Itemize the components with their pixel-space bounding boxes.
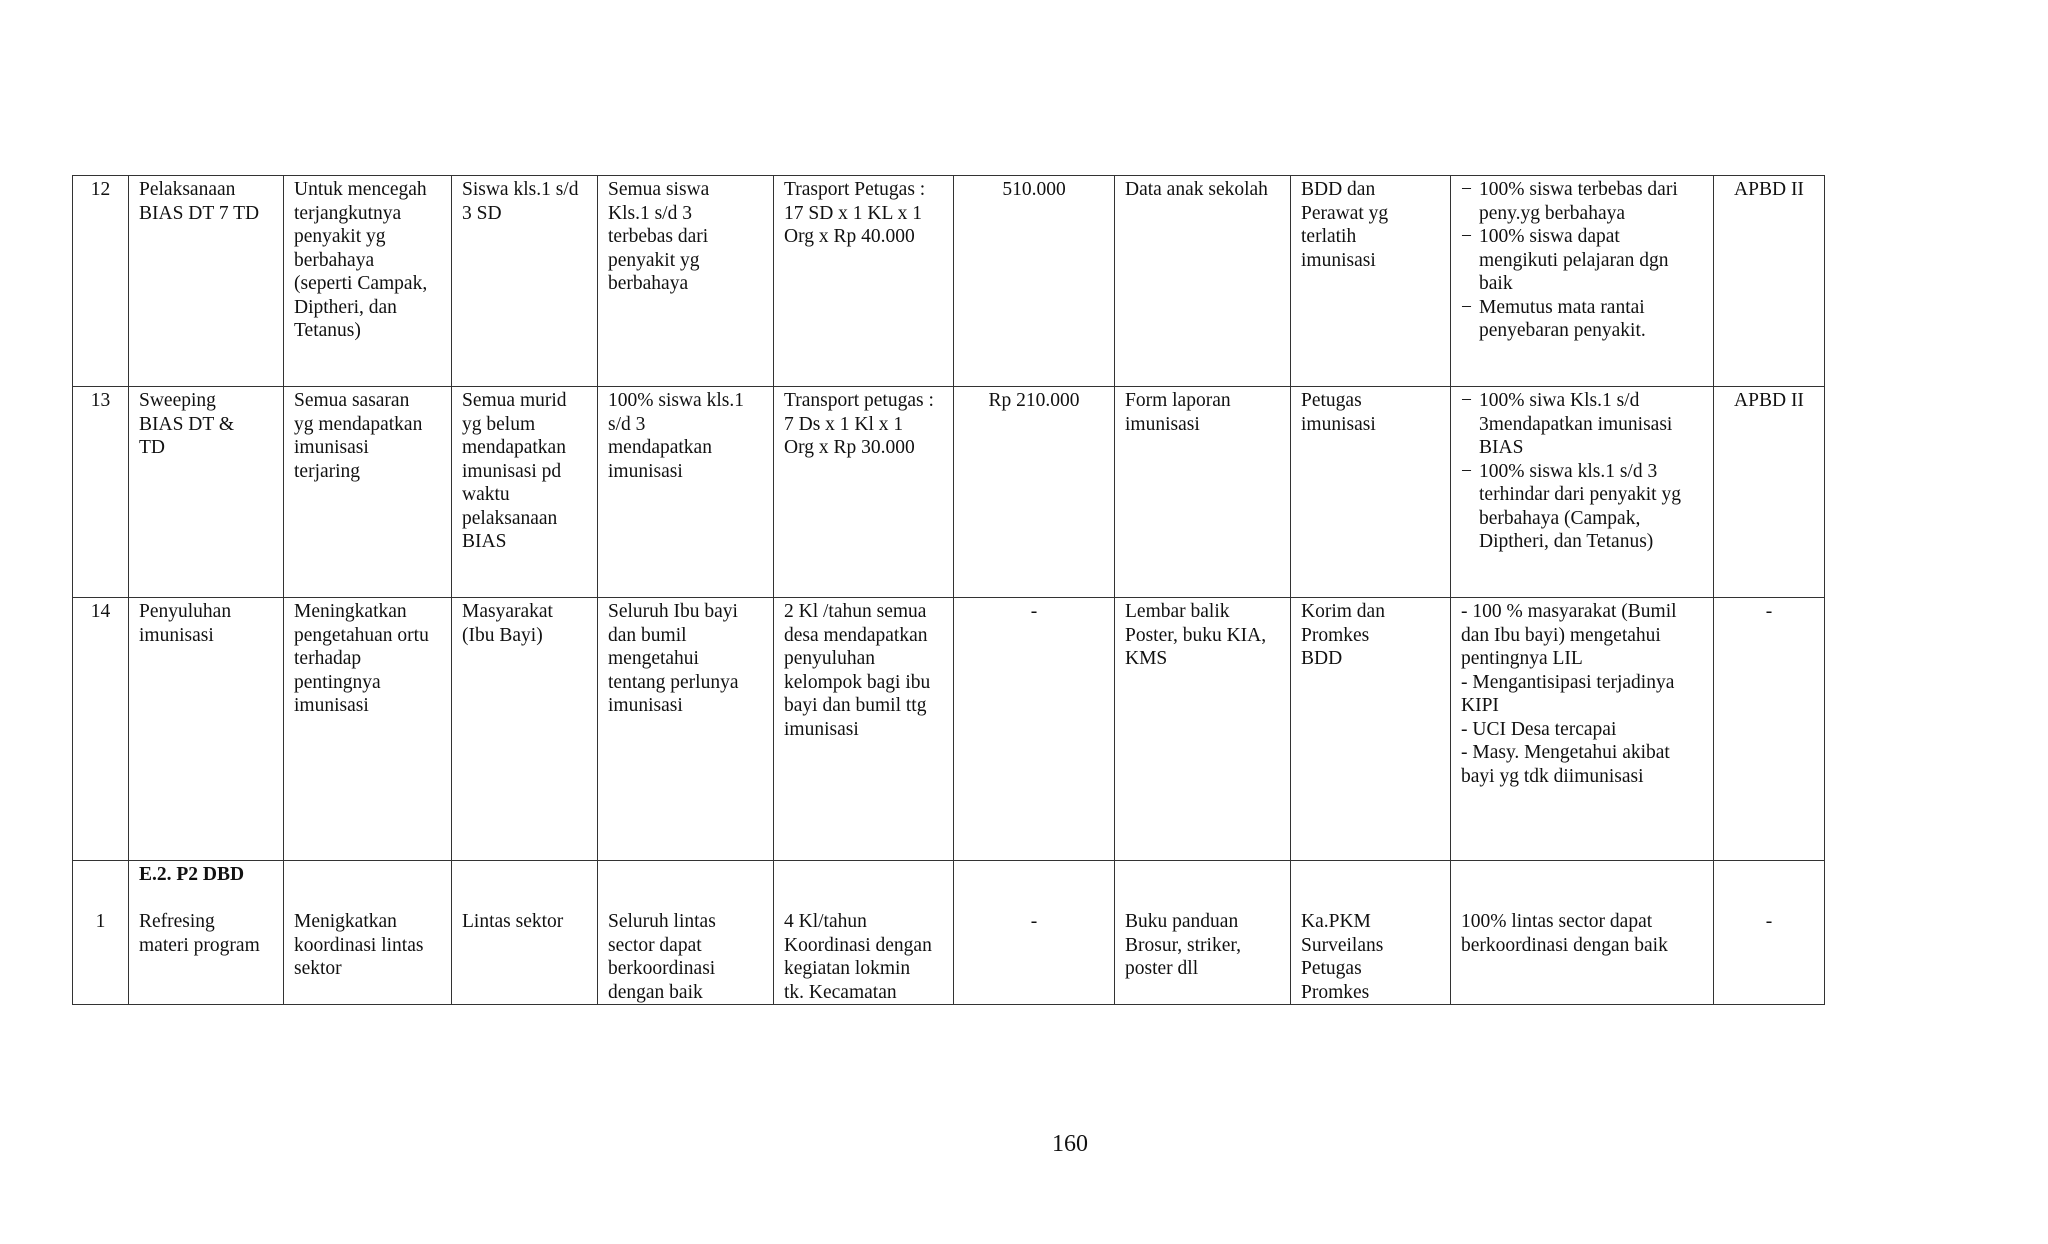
activity-cell: Pelaksanaan BIAS DT 7 TD bbox=[129, 176, 284, 387]
cost-cell: 510.000 bbox=[954, 176, 1115, 387]
list-item: − 100% siswa terbebas dari peny.yg berbahaya bbox=[1461, 178, 1703, 225]
cost-cell bbox=[954, 861, 1115, 1005]
objective-cell: Semua sasaran yg mendapatkan imunisasi terjaring bbox=[284, 387, 452, 598]
target-group-cell: Semua murid yg belum mendapatkan imunisasi pd waktu pelaksanaan BIAS bbox=[452, 387, 598, 598]
executor-cell bbox=[1291, 861, 1451, 1005]
data-source-cell: Form laporan imunisasi bbox=[1115, 387, 1291, 598]
cost-detail-cell: Transport petugas : 7 Ds x 1 Kl x 1 Org x Rp 30.000 bbox=[774, 387, 954, 598]
list-item: − Memutus mata rantai penyebaran penyakit. bbox=[1461, 296, 1703, 343]
page-number: 160 bbox=[1052, 1131, 1088, 1157]
objective-cell: Untuk mencegah terjangkutnya penyakit yg berbahaya (seperti Campak, Diptheri, dan Tetanus) bbox=[284, 176, 452, 387]
row-number: 14 bbox=[73, 598, 129, 861]
funding-text: - bbox=[1765, 911, 1773, 932]
executor-text: Ka.PKM Surveilans Petugas Promkes bbox=[1301, 911, 1384, 1003]
target-text: Seluruh lintas sector dapat berkoordinasi dengan baik bbox=[608, 911, 716, 1003]
target-group-text: Lintas sektor bbox=[462, 911, 564, 932]
cost-cell: - bbox=[954, 598, 1115, 861]
executor-cell: Petugas imunisasi bbox=[1291, 387, 1451, 598]
target-cell: Seluruh Ibu bayi dan bumil mengetahui tentang perlunya imunisasi bbox=[598, 598, 774, 861]
target-group-cell bbox=[452, 861, 598, 1005]
target-cell bbox=[598, 861, 774, 1005]
row-number-cell bbox=[73, 861, 129, 1005]
activity-cell bbox=[129, 861, 284, 1005]
objective-cell: Meningkatkan pengetahuan ortu terhadap pentingnya imunisasi bbox=[284, 598, 452, 861]
data-source-cell: Data anak sekolah bbox=[1115, 176, 1291, 387]
row-number: 1 bbox=[95, 911, 106, 932]
indicator-list bbox=[1461, 178, 1703, 343]
cost-text: - bbox=[1030, 911, 1038, 932]
list-item: − 100% siswa kls.1 s/d 3 terhindar dari penyakit yg berbahaya (Campak, Diptheri, dan Tetanus) bbox=[1461, 460, 1703, 554]
table-row bbox=[73, 861, 1825, 1005]
cost-detail-cell: 2 Kl /tahun semua desa mendapatkan penyuluhan kelompok bagi ibu bayi dan bumil ttg imunisasi bbox=[774, 598, 954, 861]
executor-cell: BDD dan Perawat yg terlatih imunisasi bbox=[1291, 176, 1451, 387]
executor-cell: Korim dan Promkes BDD bbox=[1291, 598, 1451, 861]
objective-text: Menigkatkan koordinasi lintas sektor bbox=[294, 911, 424, 979]
activity-cell: Penyuluhan imunisasi bbox=[129, 598, 284, 861]
funding-cell: - bbox=[1714, 598, 1825, 861]
cost-detail-cell bbox=[774, 861, 954, 1005]
list-item: − 100% siwa Kls.1 s/d 3mendapatkan imunisasi BIAS bbox=[1461, 389, 1703, 460]
target-group-cell: Masyarakat (Ibu Bayi) bbox=[452, 598, 598, 861]
table-row bbox=[73, 387, 1825, 598]
list-item: − 100% siswa dapat mengikuti pelajaran dgn baik bbox=[1461, 225, 1703, 296]
cost-detail-text: 4 Kl/tahun Koordinasi dengan kegiatan lokmin tk. Kecamatan bbox=[784, 911, 932, 1003]
data-source-cell: Lembar balik Poster, buku KIA, KMS bbox=[1115, 598, 1291, 861]
row-number: 13 bbox=[73, 387, 129, 598]
activity-plan-table bbox=[72, 175, 1825, 1005]
cost-detail-cell: Trasport Petugas : 17 SD x 1 KL x 1 Org x Rp 40.000 bbox=[774, 176, 954, 387]
row-number: 12 bbox=[73, 176, 129, 387]
data-source-cell bbox=[1115, 861, 1291, 1005]
funding-cell: APBD II bbox=[1714, 387, 1825, 598]
indicator-cell bbox=[1451, 176, 1714, 387]
funding-cell: APBD II bbox=[1714, 176, 1825, 387]
data-source-text: Buku panduan Brosur, striker, poster dll bbox=[1125, 911, 1241, 979]
cost-cell: Rp 210.000 bbox=[954, 387, 1115, 598]
target-cell: Semua siswa Kls.1 s/d 3 terbebas dari penyakit yg berbahaya bbox=[598, 176, 774, 387]
indicator-cell bbox=[1451, 387, 1714, 598]
target-group-cell: Siswa kls.1 s/d 3 SD bbox=[452, 176, 598, 387]
activity-cell: Sweeping BIAS DT & TD bbox=[129, 387, 284, 598]
objective-cell bbox=[284, 861, 452, 1005]
target-cell: 100% siswa kls.1 s/d 3 mendapatkan imunisasi bbox=[598, 387, 774, 598]
table-row bbox=[73, 598, 1825, 861]
indicator-cell bbox=[1451, 861, 1714, 1005]
table-row bbox=[73, 176, 1825, 387]
indicator-text: 100% lintas sector dapat berkoordinasi dengan baik bbox=[1461, 911, 1668, 956]
indicator-list bbox=[1461, 389, 1703, 554]
activity-text: Refresing materi program bbox=[139, 911, 260, 956]
funding-cell bbox=[1714, 861, 1825, 1005]
section-title: E.2. P2 DBD bbox=[139, 864, 245, 885]
indicator-cell: - 100 % masyarakat (Bumil dan Ibu bayi) mengetahui pentingnya LIL - Mengantisipasi terjadinya KIPI - UCI Desa tercapai - Masy. Mengetahui akibat bayi yg tdk diimunisasi bbox=[1451, 598, 1714, 861]
